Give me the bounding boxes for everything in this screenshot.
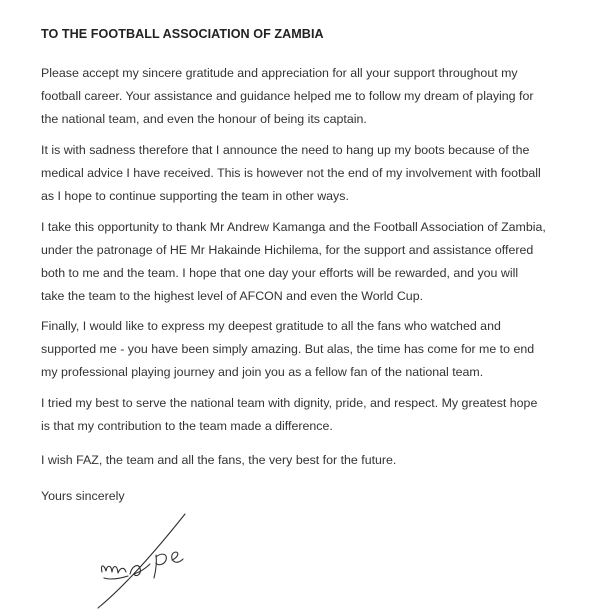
paragraph-line: I wish FAZ, the team and all the fans, the very best for the future. [41,453,397,467]
paragraph-line: football career. Your assistance and guidance helped me to follow my dream of playing for [41,89,534,103]
paragraph-fans [41,315,534,384]
paragraph-line: the national team, and even the honour of being its captain. [41,112,367,126]
paragraph-line: under the patronage of HE Mr Hakainde Hichilema, for the support and assistance offered [41,243,534,257]
paragraph-line: my professional playing journey and join you as a fellow fan of the national team. [41,365,484,379]
paragraph-line: is that my contribution to the team made a difference. [41,419,333,433]
paragraph-line: Please accept my sincere gratitude and appreciation for all your support throughout my [41,66,518,80]
letter-heading: TO THE FOOTBALL ASSOCIATION OF ZAMBIA [41,27,324,41]
handwritten-signature-icon [80,508,280,610]
paragraph-line: both to me and the team. I hope that one day your efforts will be rewarded, and you will [41,266,519,280]
paragraph-line: supported me - you have been simply amazing. But alas, the time has come for me to end [41,342,535,356]
paragraph-line: take the team to the highest level of AFCON and even the World Cup. [41,289,424,303]
paragraph-line: as I hope to continue supporting the team in other ways. [41,189,349,203]
paragraph-line: medical advice I have received. This is however not the end of my involvement with football [41,166,541,180]
paragraph-retirement [41,139,541,208]
letter-closing: Yours sincerely [41,489,125,503]
paragraph-line: I tried my best to serve the national team with dignity, pride, and respect. My greatest hope [41,396,538,410]
paragraph-thanks [41,216,546,308]
paragraph-wishes [41,449,396,472]
paragraph-service [41,392,537,438]
paragraph-line: Finally, I would like to express my deepest gratitude to all the fans who watched and [41,319,501,333]
paragraph-line: It is with sadness therefore that I announce the need to hang up my boots because of the [41,143,530,157]
paragraph-line: I take this opportunity to thank Mr Andrew Kamanga and the Football Association of Zambia, [41,220,546,234]
paragraph-gratitude [41,62,533,131]
